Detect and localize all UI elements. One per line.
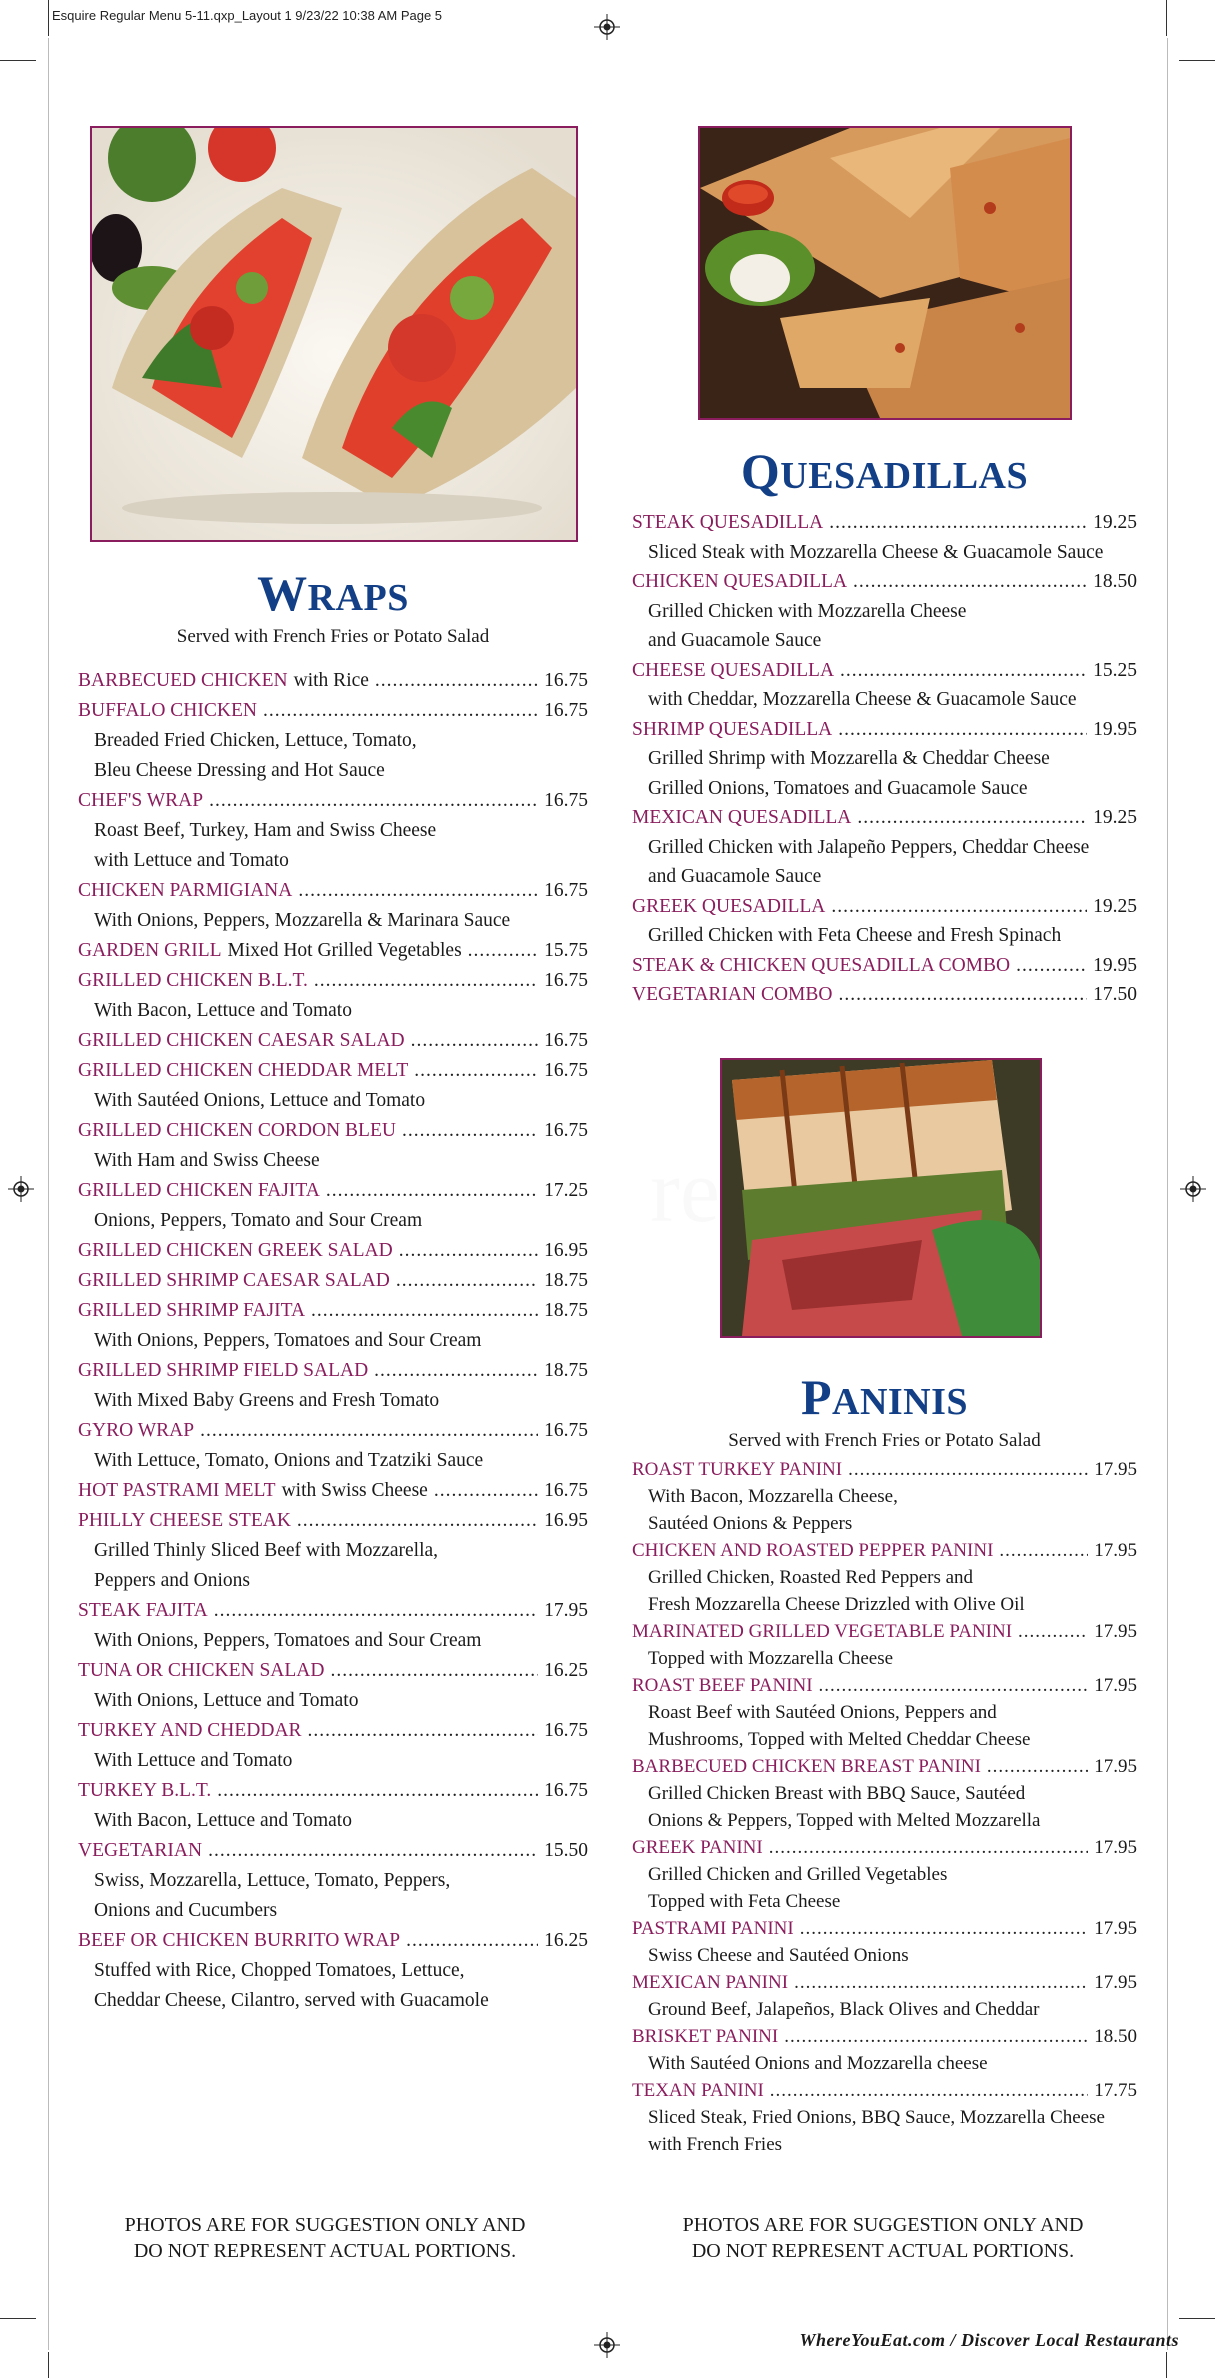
menu-item-description: Bleu Cheese Dressing and Hot Sauce	[94, 760, 385, 781]
menu-item-name: GRILLED SHRIMP FAJITA	[78, 1300, 306, 1321]
menu-item-row	[78, 966, 588, 996]
menu-item-row	[632, 1969, 1137, 1996]
menu-item-description: Peppers and Onions	[94, 1570, 250, 1591]
menu-item-name: BRISKET PANINI	[632, 2025, 779, 2047]
menu-item-row	[78, 1236, 588, 1266]
menu-item-row	[632, 1618, 1137, 1645]
menu-item	[78, 1716, 588, 1776]
dot-leader	[857, 803, 1087, 833]
menu-item-name: CHEF'S WRAP	[78, 790, 204, 811]
menu-item-price: 16.95	[544, 1240, 588, 1261]
menu-item-price: 17.95	[1094, 1539, 1137, 1561]
dot-leader	[414, 1056, 538, 1086]
menu-item-row	[632, 1456, 1137, 1483]
quesadillas-title: QUESADILLAS	[740, 443, 1029, 499]
menu-item-row	[78, 1596, 588, 1626]
menu-item-description: With Onions, Lettuce and Tomato	[94, 1690, 359, 1711]
menu-item-description: Cheddar Cheese, Cilantro, served with Guacamole	[94, 1990, 489, 2011]
menu-item-row	[78, 1416, 588, 1446]
dot-leader	[375, 666, 538, 696]
menu-item-description: Stuffed with Rice, Chopped Tomatoes, Lettuce,	[94, 1960, 465, 1981]
dot-leader	[434, 1476, 538, 1506]
menu-item-description: Onions & Peppers, Topped with Melted Mozzarella	[648, 1809, 1041, 1831]
menu-item	[632, 567, 1137, 656]
menu-item-description: and Guacamole Sauce	[648, 630, 822, 651]
menu-item-description: With Bacon, Lettuce and Tomato	[94, 1000, 352, 1021]
panini-image	[722, 1060, 1040, 1336]
paninis-list	[632, 1456, 1137, 2158]
menu-item	[78, 1476, 588, 1506]
menu-item-name: MEXICAN QUESADILLA	[632, 807, 852, 828]
menu-item-name: ROAST BEEF PANINI	[632, 1674, 813, 1696]
menu-item-price: 17.95	[1094, 1836, 1137, 1858]
menu-item-row	[632, 715, 1137, 745]
menu-item	[632, 1915, 1137, 1969]
menu-item	[78, 1596, 588, 1656]
menu-item-description: Grilled Chicken and Grilled Vegetables	[648, 1863, 948, 1885]
menu-item-price: 17.95	[1094, 1971, 1137, 1993]
menu-item	[632, 715, 1137, 804]
menu-item-price: 15.75	[544, 940, 588, 961]
menu-item-name: BARBECUED CHICKEN BREAST PANINI	[632, 1755, 981, 1777]
menu-item	[632, 1834, 1137, 1915]
menu-item	[78, 1926, 588, 2016]
menu-item-price: 16.75	[544, 790, 588, 811]
dot-leader	[1018, 1618, 1088, 1645]
dot-leader	[326, 1176, 538, 1206]
menu-item-name: TUNA OR CHICKEN SALAD	[78, 1660, 325, 1681]
dot-leader	[819, 1672, 1089, 1699]
menu-item-description: Topped with Mozzarella Cheese	[648, 1647, 894, 1669]
menu-item-price: 17.75	[1094, 2079, 1137, 2101]
wrap-image	[92, 128, 576, 540]
menu-item	[78, 1296, 588, 1356]
menu-item-description: With Mixed Baby Greens and Fresh Tomato	[94, 1390, 440, 1411]
menu-item-name: GYRO WRAP	[78, 1420, 195, 1441]
menu-item-description: With Ham and Swiss Cheese	[94, 1150, 320, 1171]
wraps-title: WRAPS	[257, 565, 409, 621]
menu-item-row	[78, 1176, 588, 1206]
menu-item-row	[78, 1836, 588, 1866]
dot-leader	[853, 567, 1087, 597]
dot-leader	[298, 876, 538, 906]
menu-item-price: 19.95	[1093, 718, 1137, 740]
right-column	[632, 126, 1137, 2158]
menu-item-name: CHICKEN QUESADILLA	[632, 571, 848, 592]
crop-mark	[1179, 60, 1215, 61]
menu-item-row	[78, 1266, 588, 1296]
menu-item-price: 16.75	[544, 1420, 588, 1441]
menu-item-name: CHEESE QUESADILLA	[632, 659, 835, 681]
menu-item	[632, 892, 1137, 951]
quesadilla-image	[700, 128, 1070, 418]
menu-item-description: Swiss, Mozzarella, Lettuce, Tomato, Peppers,	[94, 1870, 451, 1891]
menu-item-name: TEXAN PANINI	[632, 2079, 764, 2101]
menu-item-name: GRILLED SHRIMP CAESAR SALAD	[78, 1270, 390, 1291]
menu-item-description: With Bacon, Mozzarella Cheese,	[648, 1485, 898, 1507]
menu-item	[632, 2023, 1137, 2077]
dot-leader	[374, 1356, 538, 1386]
dot-leader	[402, 1116, 538, 1146]
menu-item-row	[78, 1716, 588, 1746]
menu-item-row	[632, 892, 1137, 922]
menu-item	[78, 1656, 588, 1716]
menu-item-name: HOT PASTRAMI MELT	[78, 1480, 276, 1501]
menu-item-row	[78, 786, 588, 816]
menu-item-description: Grilled Chicken with Mozzarella Cheese	[648, 600, 967, 622]
menu-item-description: Sautéed Onions & Peppers	[648, 1512, 853, 1534]
wrap-photo	[90, 126, 578, 542]
menu-item-description: Grilled Chicken Breast with BBQ Sauce, Sautéed	[648, 1782, 1026, 1804]
menu-item-name: STEAK QUESADILLA	[632, 512, 824, 533]
menu-item-description: with French Fries	[648, 2133, 783, 2155]
menu-item-name: CHICKEN PARMIGIANA	[78, 880, 293, 901]
menu-item-name: GRILLED CHICKEN CORDON BLEU	[78, 1120, 396, 1141]
menu-item	[632, 1537, 1137, 1618]
crop-mark	[0, 2318, 36, 2319]
menu-item-name: BARBECUED CHICKEN	[78, 670, 288, 691]
menu-item-row	[78, 696, 588, 726]
menu-item-description: With Lettuce and Tomato	[94, 1750, 293, 1771]
menu-item	[632, 1672, 1137, 1753]
menu-item-name: BUFFALO CHICKEN	[78, 700, 257, 721]
menu-item-row	[78, 1356, 588, 1386]
menu-item-price: 17.25	[544, 1180, 588, 1201]
menu-item	[632, 1456, 1137, 1537]
menu-item-price: 16.75	[544, 670, 588, 691]
menu-item-name: VEGETARIAN COMBO	[632, 984, 833, 1005]
menu-item-description: Grilled Shrimp with Mozzarella & Cheddar Cheese	[648, 748, 1050, 769]
menu-item-description: With Lettuce, Tomato, Onions and Tzatziki Sauce	[94, 1450, 484, 1471]
menu-item-description: With Onions, Peppers, Mozzarella & Marinara Sauce	[94, 910, 511, 931]
dot-leader	[263, 696, 538, 726]
paninis-title: PANINIS	[800, 1368, 969, 1425]
menu-item-name: GRILLED CHICKEN CHEDDAR MELT	[78, 1060, 409, 1081]
menu-item	[78, 1116, 588, 1176]
dot-leader	[838, 715, 1087, 745]
menu-item-price: 18.75	[544, 1300, 588, 1321]
menu-item-row	[632, 656, 1137, 686]
menu-item-price: 16.75	[544, 1120, 588, 1141]
registration-mark-icon	[1180, 1176, 1206, 1202]
menu-item-row	[632, 803, 1137, 833]
menu-item	[78, 1356, 588, 1416]
crop-mark	[48, 2352, 49, 2378]
menu-item	[78, 1176, 588, 1236]
menu-item-price: 15.25	[1093, 659, 1137, 681]
disclaimer-left: PHOTOS ARE FOR SUGGESTION ONLY AND DO NOT REPRESENT ACTUAL PORTIONS.	[124, 2214, 526, 2262]
menu-item	[632, 1969, 1137, 2023]
menu-item-row	[78, 666, 588, 696]
registration-mark-icon	[594, 2332, 620, 2358]
menu-item-name: SHRIMP QUESADILLA	[632, 718, 833, 740]
wraps-list	[78, 666, 588, 2016]
menu-item-note: with Rice	[293, 670, 369, 691]
menu-item-price: 19.25	[1093, 895, 1137, 917]
menu-item-price: 18.75	[544, 1270, 588, 1291]
menu-item-description: Grilled Thinly Sliced Beef with Mozzarella,	[94, 1540, 439, 1561]
footer-link[interactable]: WhereYouEat.com / Discover Local Restaurants	[799, 2330, 1179, 2350]
menu-item-description: With Bacon, Lettuce and Tomato	[94, 1810, 352, 1831]
registration-mark-icon	[8, 1176, 34, 1202]
paninis-subtitle: Served with French Fries or Potato Salad	[728, 1429, 1041, 1451]
dot-leader	[330, 1656, 538, 1686]
menu-item-name: STEAK FAJITA	[78, 1600, 208, 1621]
menu-item-price: 16.75	[544, 1060, 588, 1081]
menu-item-description: Roast Beef, Turkey, Ham and Swiss Cheese	[94, 820, 437, 841]
menu-item-row	[632, 980, 1137, 1010]
dot-leader	[769, 1834, 1089, 1861]
dot-leader	[794, 1969, 1088, 1996]
menu-item-row	[78, 1056, 588, 1086]
menu-item	[632, 1618, 1137, 1672]
menu-item-row	[78, 1116, 588, 1146]
menu-item-row	[632, 1834, 1137, 1861]
crop-mark	[0, 60, 36, 61]
menu-item-row	[632, 2077, 1137, 2104]
menu-item	[632, 2077, 1137, 2158]
menu-item-price: 17.95	[1094, 1755, 1137, 1777]
menu-item-name: STEAK & CHICKEN QUESADILLA COMBO	[632, 954, 1011, 976]
registration-mark-icon	[594, 14, 620, 40]
menu-item-price: 16.75	[544, 970, 588, 991]
menu-item	[78, 1416, 588, 1476]
menu-item	[632, 980, 1137, 1010]
dot-leader	[208, 1836, 538, 1866]
menu-item-name: PASTRAMI PANINI	[632, 1917, 794, 1939]
menu-item-description: Fresh Mozzarella Cheese Drizzled with Olive Oil	[648, 1593, 1025, 1615]
menu-item-name: MEXICAN PANINI	[632, 1971, 789, 1993]
menu-item-name: GARDEN GRILL	[78, 940, 222, 961]
menu-item-description: With Onions, Peppers, Tomatoes and Sour Cream	[94, 1330, 482, 1351]
menu-item-name: GRILLED CHICKEN FAJITA	[78, 1180, 320, 1201]
menu-item	[78, 1236, 588, 1266]
menu-item-row	[632, 508, 1137, 538]
menu-item-name: TURKEY AND CHEDDAR	[78, 1720, 302, 1741]
menu-item	[78, 1056, 588, 1116]
dot-leader	[217, 1776, 538, 1806]
menu-item-name: PHILLY CHEESE STEAK	[78, 1510, 291, 1531]
menu-item	[632, 803, 1137, 892]
menu-item-row	[632, 1672, 1137, 1699]
menu-item-price: 19.95	[1093, 954, 1137, 976]
dot-leader	[999, 1537, 1088, 1564]
dot-leader	[838, 980, 1087, 1010]
menu-item	[78, 1776, 588, 1836]
menu-item-name: GRILLED CHICKEN CAESAR SALAD	[78, 1030, 405, 1051]
menu-item	[78, 1026, 588, 1056]
dot-leader	[396, 1266, 538, 1296]
menu-item-price: 16.75	[544, 1480, 588, 1501]
dot-leader	[314, 966, 538, 996]
print-slug: Esquire Regular Menu 5-11.qxp_Layout 1 9/23/22 10:38 AM Page 5	[52, 8, 443, 23]
menu-item-description: Onions, Peppers, Tomato and Sour Cream	[94, 1210, 423, 1231]
menu-item-name: CHICKEN AND ROASTED PEPPER PANINI	[632, 1539, 994, 1561]
menu-item-price: 18.50	[1094, 2025, 1137, 2047]
menu-item	[78, 666, 588, 696]
menu-item-row	[632, 567, 1137, 597]
menu-item-price: 17.95	[1094, 1917, 1137, 1939]
crop-mark	[1179, 2318, 1215, 2319]
menu-item-row	[632, 1915, 1137, 1942]
menu-item-price: 16.75	[544, 880, 588, 901]
menu-item-name: GRILLED CHICKEN GREEK SALAD	[78, 1240, 393, 1261]
menu-item-row	[78, 1656, 588, 1686]
disclaimer-right: PHOTOS ARE FOR SUGGESTION ONLY AND DO NOT REPRESENT ACTUAL PORTIONS.	[682, 2214, 1084, 2262]
menu-item	[78, 966, 588, 1026]
dot-leader	[831, 892, 1087, 922]
menu-item	[78, 1836, 588, 1926]
menu-item-row	[78, 1026, 588, 1056]
menu-item-row	[78, 876, 588, 906]
menu-item-row	[632, 1537, 1137, 1564]
dot-leader	[308, 1716, 539, 1746]
dot-leader	[311, 1296, 538, 1326]
menu-item-row	[632, 2023, 1137, 2050]
menu-item-name: ROAST TURKEY PANINI	[632, 1458, 843, 1480]
menu-item-row	[78, 1296, 588, 1326]
menu-item-name: GREEK QUESADILLA	[632, 895, 826, 917]
menu-item-note: with Swiss Cheese	[281, 1480, 428, 1501]
dot-leader	[406, 1926, 538, 1956]
menu-item-price: 17.95	[1094, 1620, 1137, 1642]
menu-item	[78, 786, 588, 876]
menu-item	[632, 656, 1137, 715]
menu-item-description: Sliced Steak with Mozzarella Cheese & Guacamole Sauce	[648, 541, 1104, 563]
menu-item-description: Sliced Steak, Fried Onions, BBQ Sauce, Mozzarella Cheese	[648, 2106, 1105, 2128]
menu-item	[632, 951, 1137, 981]
menu-item-price: 16.25	[544, 1930, 588, 1951]
dot-leader	[399, 1236, 538, 1266]
menu-item-price: 19.25	[1093, 807, 1137, 828]
dot-leader	[840, 656, 1087, 686]
menu-item-price: 16.25	[544, 1660, 588, 1681]
menu-item-description: Swiss Cheese and Sautéed Onions	[648, 1944, 909, 1966]
menu-item-description: With Onions, Peppers, Tomatoes and Sour Cream	[94, 1630, 482, 1651]
dot-leader	[829, 508, 1087, 538]
menu-item-price: 18.50	[1093, 571, 1137, 592]
menu-item-description: with Lettuce and Tomato	[94, 850, 289, 871]
menu-item-price: 19.25	[1093, 512, 1137, 533]
menu-item-name: GRILLED SHRIMP FIELD SALAD	[78, 1360, 369, 1381]
menu-item-price: 16.75	[544, 1030, 588, 1051]
menu-item-name: GRILLED CHICKEN B.L.T.	[78, 970, 308, 991]
menu-item-row	[632, 1753, 1137, 1780]
dot-leader	[784, 2023, 1088, 2050]
menu-item-row	[78, 1476, 588, 1506]
menu-item	[632, 508, 1137, 567]
dot-leader	[468, 936, 538, 966]
menu-item-row	[78, 936, 588, 966]
menu-item-row	[78, 1776, 588, 1806]
dot-leader	[1016, 951, 1087, 981]
panini-photo	[720, 1058, 1042, 1338]
menu-item-price: 18.75	[544, 1360, 588, 1381]
menu-item-description: and Guacamole Sauce	[648, 866, 822, 887]
menu-item-price: 15.50	[544, 1840, 588, 1861]
menu-item-row	[632, 951, 1137, 981]
dot-leader	[297, 1506, 538, 1536]
menu-item-description: Grilled Onions, Tomatoes and Guacamole Sauce	[648, 777, 1028, 799]
menu-item-description: Grilled Chicken, Roasted Red Peppers and	[648, 1566, 974, 1588]
dot-leader	[411, 1026, 539, 1056]
menu-item-name: MARINATED GRILLED VEGETABLE PANINI	[632, 1620, 1013, 1642]
menu-item-description: Roast Beef with Sautéed Onions, Peppers and	[648, 1701, 997, 1723]
menu-item-description: with Cheddar, Mozzarella Cheese & Guacamole Sauce	[648, 689, 1077, 710]
menu-item-name: TURKEY B.L.T.	[78, 1780, 212, 1801]
dot-leader	[987, 1753, 1088, 1780]
menu-item-price: 16.75	[544, 700, 588, 721]
menu-item	[78, 1506, 588, 1596]
menu-item-note: Mixed Hot Grilled Vegetables	[227, 940, 462, 961]
menu-item-row	[78, 1926, 588, 1956]
crop-mark	[1166, 2352, 1167, 2378]
menu-item-name: GREEK PANINI	[632, 1836, 763, 1858]
menu-item-name: BEEF OR CHICKEN BURRITO WRAP	[78, 1930, 401, 1951]
dot-leader	[200, 1416, 538, 1446]
dot-leader	[848, 1456, 1088, 1483]
menu-item-price: 17.50	[1093, 984, 1137, 1005]
menu-item-row	[78, 1506, 588, 1536]
menu-item-description: Mushrooms, Topped with Melted Cheddar Cheese	[648, 1728, 1031, 1750]
menu-item-name: VEGETARIAN	[78, 1840, 203, 1861]
quesadilla-photo	[698, 126, 1072, 420]
menu-item-description: Grilled Chicken with Feta Cheese and Fresh Spinach	[648, 925, 1062, 946]
dot-leader	[214, 1596, 538, 1626]
menu-item	[78, 1266, 588, 1296]
menu-item-description: Grilled Chicken with Jalapeño Peppers, Cheddar Cheese	[648, 836, 1090, 858]
menu-item-description: Breaded Fried Chicken, Lettuce, Tomato,	[94, 730, 417, 751]
menu-item	[632, 1753, 1137, 1834]
wraps-subtitle: Served with French Fries or Potato Salad	[176, 626, 490, 647]
left-column	[78, 126, 588, 2016]
menu-item-price: 17.95	[544, 1600, 588, 1621]
menu-item-price: 16.95	[544, 1510, 588, 1531]
menu-item-description: Topped with Feta Cheese	[648, 1890, 841, 1912]
menu-item-description: With Sautéed Onions and Mozzarella cheese	[648, 2052, 988, 2074]
menu-item-description: Ground Beef, Jalapeños, Black Olives and Cheddar	[648, 1998, 1040, 2020]
menu-item-description: With Sautéed Onions, Lettuce and Tomato	[94, 1090, 426, 1111]
quesadillas-list	[632, 508, 1137, 1010]
menu-item	[78, 936, 588, 966]
menu-item-price: 17.95	[1094, 1674, 1137, 1696]
crop-mark	[1166, 0, 1167, 36]
menu-item	[78, 696, 588, 786]
dot-leader	[770, 2077, 1088, 2104]
menu-item	[78, 876, 588, 936]
menu-item-price: 17.95	[1094, 1458, 1137, 1480]
menu-item-price: 16.75	[544, 1780, 588, 1801]
menu-item-description: Onions and Cucumbers	[94, 1900, 278, 1921]
crop-mark	[48, 0, 49, 36]
menu-item-price: 16.75	[544, 1720, 588, 1741]
dot-leader	[800, 1915, 1089, 1942]
dot-leader	[209, 786, 538, 816]
